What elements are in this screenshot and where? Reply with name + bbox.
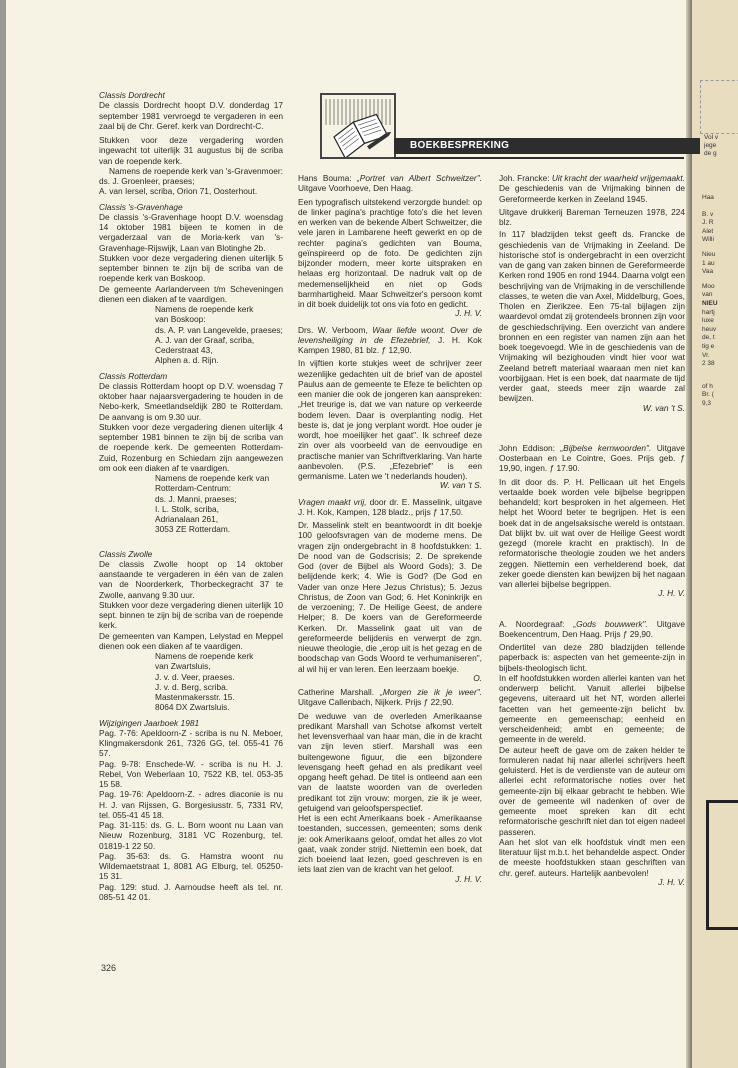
section-heading: Classis 's-Gravenhage [99, 201, 183, 212]
section-heading: Wijzigingen Jaarboek 1981 [99, 717, 200, 728]
paragraph: De classis Dordrecht hoopt D.V. donderdag 17 september 1981 vervroegd te vergaderen in een zaal bij de Chr. Geref. kerk van Dordrecht-C. [99, 100, 283, 131]
paragraph: A. van Iersel, scriba, Orion 71, Oosterhout. [99, 186, 258, 197]
paragraph: De gemeente Aarlanderveen t/m Scheveningen dienen een diaken af te vaardigen. [99, 283, 283, 304]
next-page-edge [692, 0, 738, 1068]
column-announcements [99, 90, 283, 902]
paragraph: De classis 's-Gravenhage hoopt D.V. woensdag 14 oktober 1981 bijeen te komen in de vergaderzaal van de Moria-kerk van 's-Gravenhage-Rijswijk, Laan van Blotinghe 2b. [99, 211, 283, 253]
review-signature: O. [473, 672, 482, 683]
list-item: Pag. 9-78: Enschede-W. - scriba is nu H. J. Rebel, Von Weberlaan 10, 7522 KB, tel. 053-35 15 58. [99, 758, 283, 789]
signature-block: Namens de roepende kerk van Rotterdam-Centrum: ds. J. Manni, praeses; I. L. Stolk, scriba, Adrianalaan 261, 3053 ZE Rotterdam. [155, 473, 270, 535]
review-body: Een typografisch uitstekend verzorgde bundel: op de linker pagina's prachtige foto's die het leven en werken van de bekende Albert Schweitzer, die vele jaren in Lambarene heeft gewerkt en op de rechter pagina's gedichten van Bouma, geïnspireerd op de foto. De gedichten zijn bijzonder modern, meer korte uitspraken en helaas erg horizontaal. De nadruk valt op de medemenselijkheid en niet op Gods barmhartigheid. Maar Schweitzer's persoon komt in dit boek duidelijk tot ons via foto en gedicht. [298, 196, 482, 309]
review-header: Joh. Francke: Uit kracht der waarheid vrijgemaakt. De geschiedenis van de Vrijmaking binnen de Gereformeerde kerken in Zeeland 1945. [499, 173, 685, 204]
section-heading: Classis Zwolle [99, 548, 153, 559]
list-item: Pag. 31-115: ds. G. L. Born woont nu Laan van Nieuw Rozenburg, 3181 VC Rozenburg, tel. 01819-1 22 50. [99, 820, 283, 851]
review-body: In vijftien korte stukjes weet de schrijver zeer wezenlijke gedachten uit de brief van de apostel Paulus aan de gemeente te Efeze te belichten op een manier die ook de jongeren kan aanspreken: „Het treurige is, dat we van nature op verkeerde bodem leven. Daar is overplanting nodig. Het beste is, dat je jong verplant wordt. Hoe ouder je wordt, hoe moeilijker het gaat". Ik schreef deze zin over als voorbeeld van de eenvoudige en practische manier van Schriftverklaring. Van harte aanbevolen. (P.S. „Efezebrief" is een germanisme. Laten we 't nederlands houden). [298, 358, 482, 481]
open-book-icon [322, 95, 394, 157]
next-page-frame [706, 800, 738, 930]
section-banner: BOEKBESPREKING [394, 138, 700, 154]
review-signature: W. van 't S. [642, 402, 685, 413]
paragraph: Stukken voor deze vergadering dienen uiterlijk 5 september binnen te zijn bij de scriba van de roepende kerk van Boskoop. [99, 252, 283, 284]
review-body: In 117 bladzijden tekst geeft ds. Francke de geschiedenis van de Vrijmaking in Zeeland. De historische stof is ondergebracht in een overzicht van de gang van zaken binnen de Gereformeerde Kerken rond 1905 en rond 1944. Daarna volgt een beschrijving van de Vrijmaking in de verschillende classes, te weten die van Axel, Middelburg, Goes, Tholen en Zierikzee. Een 75-tal bijlagen zijn waardevol omdat zij grotendeels bronnen zijn voor de geschiedschrijving. Een overzicht van andere bronnen en een register van namen zijn aan het boek toegevoegd. Wie in de geschiedenis van de Vrijmaking wil bezighouden vindt hier voor wat Zeeland betreft materiaal waaraan men niet kan voorbijgaan. Het is een boek, dat naarmate de tijd verder gaat, steeds meer zijn waarde zal bewijzen. [499, 229, 686, 404]
page-number: 326 [101, 963, 117, 973]
review-header: Catherine Marshall. „Morgen zie ik je weer". Uitgave Callenbach, Nijkerk. Prijs ƒ 22,90. [298, 687, 482, 708]
review-body: Aan het slot van elk hoofdstuk vindt men een literatuur lijst m.b.t. het behandelde aspect. Onder de meeste hoofdstukken staan geschriften van chr. geref. auteurs. Hartelijk aanbevolen! [499, 836, 685, 878]
review-header: John Eddison: „Bijbelse kernwoorden". Uitgave Oosterbaan en Le Cointre, Goes. Prijs geb. ƒ 19,90, ingen. ƒ 17.90. [499, 442, 685, 474]
signature-block: Namens de roepende kerk van Zwartsluis, J. v. d. Veer, praeses. J. v. d. Berg, scriba. Mastenmakersstr. 15. 8064 DX Zwartsluis. [155, 651, 254, 713]
column-reviews-2 [499, 173, 685, 887]
list-item: Pag. 19-76: Apeldoorn-Z. - adres diaconie is nu H. J. van Rijssen, G. Borgesiusstr. 5, 7331 RV, tel. 055-41 45 18. [99, 789, 283, 820]
review-body: De weduwe van de overleden Amerikaanse predikant Marshall van Schotse afkomst vertelt het levensverhaal van haar man, die in de kracht van zijn leven stierf. Marshall was een buitengewone figuur, die een bijzondere levensgang heeft gehad en als predikant veel opgang heeft gehad. De titel is ontleend aan een van de laatste woorden van de overleden predikant tot zijn vrouw: morgen, zie ik je weer, getuigend van geloofsperspectief. [298, 710, 482, 813]
paragraph: Stukken voor deze vergadering dienen uiterlijk 10 sept. binnen te zijn bij de scriba van de roepende kerk. [99, 599, 283, 631]
signature-block: Namens de roepende kerk van Boskoop: ds. A. P. van Langevelde, praeses; A. J. van der Graaf, scriba, Cederstraat 43, Alphen a. d. Rijn. [155, 304, 283, 366]
review-signature: J. H. V. [455, 873, 482, 884]
review-publisher: Uitgave drukkerij Bareman Terneuzen 1978, 224 blz. [499, 206, 685, 227]
review-body: In dit door ds. P. H. Pellicaan uit het Engels vertaalde boek worden vele bijbelse begrippen behandeld; kort besproken in het algemeen. Het helpt het Woord beter te begrijpen. Het is een boek dat in de angelsaksische wereld is ontstaan. Dat blijkt bv. uit wat over de Heilige Geest wordt gezegd (morele kracht en praktisch). In de reformatorische theologie zouden we het anders zeggen. Niettemin een verhelderend boek, dat zeker goede diensten kan bewijzen bij het nagaan van allerlei bijbelse begrippen. [499, 476, 685, 589]
next-page-box-text: Vol v jege de g [704, 134, 719, 157]
book-review-logo [320, 93, 396, 159]
section-heading: Classis Dordrecht [99, 90, 165, 100]
list-item: Pag. 129: stud. J. Aarnoudse heeft als tel. nr. 085-51 42 01. [99, 881, 283, 902]
review-body: Het is een echt Amerikaans boek - Amerikaanse toestanden, successen, gemeenten; soms denk je: ook Amerikaans geloof, omdat het alles zo vlot gaat, vaak zonder strijd. Niettemin een boek, dat zich boeiend laat lezen, goed geschreven is en iets laat zien van de kracht van het geloof. [298, 813, 482, 875]
review-signature: W. van 't S. [439, 480, 482, 491]
review-signature: J. H. V. [455, 308, 482, 319]
paragraph: Stukken voor deze vergadering worden ingewacht tot uiterlijk 31 augustus bij de scriba van de roepende kerk. [99, 135, 283, 166]
next-page-notice-box [700, 80, 738, 134]
review-signature: J. H. V. [658, 588, 685, 599]
column-reviews-1 [298, 173, 482, 884]
section-heading: Classis Rotterdam [99, 370, 168, 381]
list-item: Pag. 7-76: Apeldoorn-Z - scriba is nu N. Meboer, Klingmakersdonk 261, 7326 GG, tel. 055-41 76 57. [99, 727, 283, 759]
list-item: Pag. 35-63: ds. G. Hamstra woont nu Wildemaetstraat 1, 8081 AG Elburg, tel. 05250-15 31. [99, 850, 283, 882]
review-signature: J. H. V. [658, 876, 685, 887]
review-body: In elf hoofdstukken worden allerlei kanten van het onderwerp belicht. Vanuit allerlei bijbelse gegevens, uiteraard uit het NT, worden allerlei facetten van het gemeente-zijn belicht bv. gemeente en gemeenschap; eenheid en verscheidenheid; ambt en gemeente; de gemeente in de wereld. [499, 672, 685, 745]
paragraph: Stukken voor deze vergadering dienen uiterlijk 4 september 1981 binnen te zijn bij de scriba van de roepende kerk. De gemeenten Rotterdam-Zuid, Rozenburg en Schiedam zijn aangewezen om ook een diaken af te vaardigen. [99, 421, 283, 473]
next-page-text: Haa B. v J. R Alet Willi Nieu 1 au Vaa Moo van NIEU hartj luxe heuv de, t tig e Vr. 2 38 of h Br. ( 9,3 [702, 194, 718, 407]
paragraph: De gemeenten van Kampen, Lelystad en Meppel dienen ook een diaken af te vaardigen. [99, 630, 283, 651]
review-header: Drs. W. Verboom, Waar liefde woont. Over de levensheiliging in de Efezebrief, J. H. Kok Kampen 1980, 81 blz. ƒ 12,90. [298, 324, 482, 355]
review-header: A. Noordegraaf: „Gods bouwwerk". Uitgave Boekencentrum, Den Haag. Prijs ƒ 29,90. [499, 618, 685, 639]
review-body: Ondertitel van deze 280 bladzijden tellende paperback is: aspecten van het gemeente-zijn in bijbels-theologisch licht. [499, 642, 685, 673]
paragraph: De classis Rotterdam hoopt op D.V. woensdag 7 oktober haar najaarsvergadering te houden in de Nebo-kerk, Smeetlandseldijk 280 te Rotterdam. De aanvang is om 9.30 uur. [99, 380, 283, 422]
banner-underline [394, 157, 684, 159]
paragraph: Namens de roepende kerk van 's-Gravenmoer: ds. J. Groenleer, praeses; [99, 165, 283, 186]
paragraph: De classis Zwolle hoopt op 14 oktober aanstaande te vergaderen in één van de zalen van de Noorderkerk, Thorbeckegracht 37 te Zwolle, aanvang 9.30 uur. [99, 558, 283, 600]
review-body: De auteur heeft de gave om de zaken helder te formuleren nadat hij naar allerlei schrijvers heeft geluisterd. Het is de verdienste van de auteur om allerlei echt reformatorische noties over het gemeente-zijn bij elkaar gebracht te hebben. Wie over de gemeente wil nadenken of over de gemeente moet spreken kan dit echt reformatorische geschrift niet dan tot eigen nadeel passeren. [499, 744, 685, 837]
review-header: Hans Bouma: „Portret van Albert Schweitzer". Uitgave Voorhoeve, Den Haag. [298, 173, 482, 194]
review-header: Vragen maakt vrij, door dr. E. Masselink, uitgave J. H. Kok, Kampen, 128 bladz., prijs ƒ 17,50. [298, 496, 483, 517]
review-body: Dr. Masselink stelt en beantwoordt in dit boekje 100 geloofsvragen van de moderne mens. De vragen zijn ondergebracht in 8 hoofdstukken: 1. De nood van de Godscrisis; 2. De sprekende God (over de Bijbel als Woord Gods); 3. De belijdende kerk; 4. Wie is God? (De God en Vader van onze Here Jezus Christus); 5. Jezus Christus, de Zoon van God; 6. Het Koninkrijk en de verzoening; 7. De Heilige Geest, de andere Helper; 8. De koers van de Gereformeerde Kerken. Dr. Masselink gaat uit van de gereformeerde belijdenis en verwerpt de zgn. nieuwe theologie, die „erop uit is het gezag en de boodschap van Gods Woord te verhumaniseren", al wil hij er van leren. Een leerzaam boekje. [298, 520, 482, 674]
